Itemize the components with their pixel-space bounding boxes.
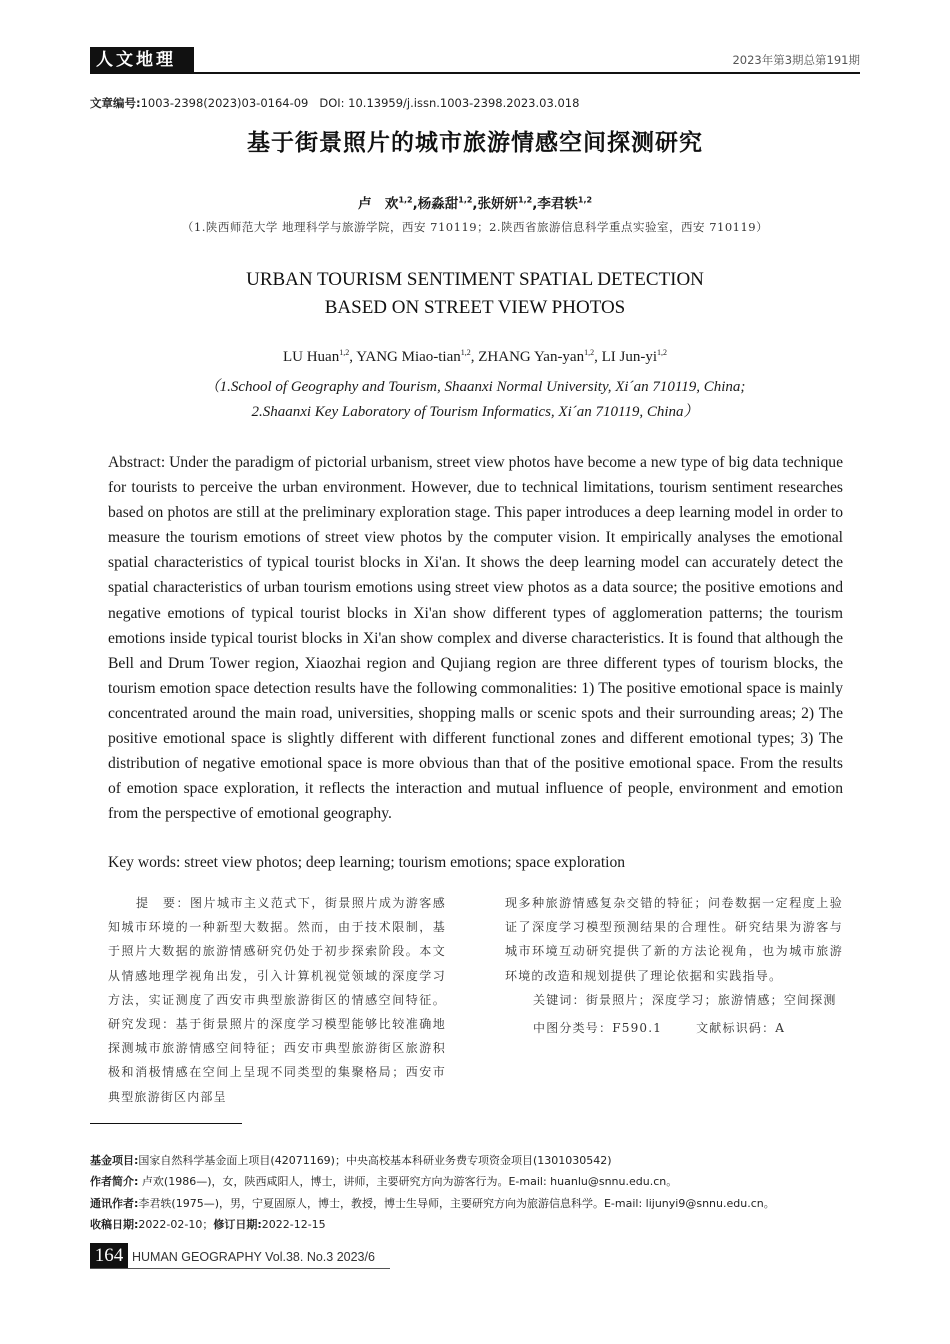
author-bio-label: 作者简介: bbox=[90, 1175, 139, 1189]
doc-code-label: 文献标识码： bbox=[696, 1021, 776, 1036]
affiliation-chinese: （1.陕西师范大学 地理科学与旅游学院，西安 710119；2.陕西省旅游信息科学重点实验室，西安 710119） bbox=[181, 220, 769, 234]
author-affil-sup: 1,2 bbox=[460, 348, 471, 357]
author-separator: , bbox=[472, 196, 478, 212]
footnotes bbox=[90, 1150, 860, 1235]
keywords-label: Key words: bbox=[108, 854, 181, 871]
footer-journal-info: HUMAN GEOGRAPHY Vol.38. No.3 2023/6 bbox=[132, 1250, 375, 1264]
author-separator: , bbox=[594, 349, 602, 365]
author-affil-sup: 1,2 bbox=[339, 348, 350, 357]
keywords-english bbox=[108, 850, 843, 875]
author-affil-sup: 1,2 bbox=[518, 195, 533, 205]
author-affil-sup: 1,2 bbox=[657, 348, 668, 357]
title-english-line: BASED ON STREET VIEW PHOTOS bbox=[324, 297, 626, 318]
abstract-chinese-left-column bbox=[108, 891, 446, 1109]
abstract-english bbox=[108, 450, 843, 826]
dates-separator: ； bbox=[202, 1217, 214, 1231]
author: ZHANG Yan-yan bbox=[478, 349, 585, 365]
clc-label: 中图分类号： bbox=[533, 1021, 613, 1036]
clc-value: F590.1 bbox=[612, 1021, 663, 1036]
article-number-label: 文章编号: bbox=[90, 96, 141, 110]
page-number: 164 bbox=[90, 1243, 128, 1269]
author-affil-sup: 1,2 bbox=[458, 195, 473, 205]
author: 张妍妍 bbox=[477, 196, 519, 212]
author: YANG Miao-tian bbox=[356, 349, 461, 365]
keywords-chinese bbox=[505, 988, 843, 1012]
abstract-text: Under the paradigm of pictorial urbanism, street view photos have become a new type of big data technique for tourists to perceive the urban environment. However, due to technical limitations, tourism sentiment researches based on photos are still at the preliminary exploration stage. This paper introduces a deep learning model in order to measure the tourism emotions of street view photos by the computer vision. It empirically analyses the emotional spatial characteristics of typical tourist blocks in Xi'an. It shows the deep learning model can accurately detect the spatial characteristics of urban tourism emotions using street view photos as a data source; the positive emotions and negative emotions of typical tourist blocks in Xi'an show different types of agglomeration patterns; the tourism emotions inside typical tourist blocks in Xi'an show complex and diverse characteristics. It is found that although the Bell and Drum Tower region, Xiaozhai region and Qujiang region are three different types of tourism blocks, the tourism emotion space detection results have the following commonalities: 1) The positive emotional space is mainly concentrated around the main road, universities, shopping malls or scenic spots and their surrounding areas; 2) The positive emotional space is slightly different with different functional zones and different emotional types; 3) The distribution of negative emotional space is more obvious than that of the positive emotional space. From the results of emotion space exploration, it reflects the interaction and mutual influence of people, environment and emotion from the perspective of emotional geography. bbox=[108, 454, 843, 823]
author-separator: , bbox=[412, 196, 418, 212]
author-separator: , bbox=[349, 349, 357, 365]
issue-info: 2023年第3期总第191期 bbox=[732, 53, 860, 67]
affiliation-english-line: （1.School of Geography and Tourism, Shaanxi Normal University, Xi´an 710119, China; bbox=[204, 379, 746, 395]
fund-note bbox=[90, 1150, 860, 1171]
fund-label: 基金项目: bbox=[90, 1154, 139, 1167]
abstract-chinese-right-column bbox=[505, 891, 843, 1040]
author: 卢 欢 bbox=[357, 196, 399, 212]
abstract-chinese-text: 图片城市主义范式下，街景照片成为游客感知城市环境的一种新型大数据。然而，由于技术限制，基于照片大数据的旅游情感研究仍处于初步探索阶段。本文从情感地理学视角出发，引入计算机视觉领域的深度学习方法，实证测度了西安市典型旅游街区的情感空间特征。研究发现：基于街景照片的深度学习模型能够比较准确地探测城市旅游情感空间特征；西安市典型旅游街区旅游积极和消极情感在空间上呈现不同类型的集聚格局；西安市典型旅游街区内部呈 bbox=[108, 896, 446, 1104]
article-number-value: 1003-2398(2023)03-0164-09 bbox=[140, 96, 309, 110]
abstract-label: Abstract: bbox=[108, 454, 166, 471]
header-rule bbox=[90, 72, 860, 74]
revised-label: 修订日期: bbox=[213, 1217, 262, 1231]
keywords-chinese-label: 关键词： bbox=[533, 992, 586, 1007]
keywords-chinese-text: 街景照片；深度学习；旅游情感；空间探测 bbox=[585, 992, 837, 1007]
doc-code-value: A bbox=[775, 1021, 786, 1036]
author: 杨淼甜 bbox=[417, 196, 459, 212]
dates-note bbox=[90, 1214, 860, 1235]
authors-chinese bbox=[0, 192, 950, 212]
received-date: 2022-02-10 bbox=[138, 1217, 203, 1231]
footer-rule bbox=[90, 1268, 390, 1269]
author: LU Huan bbox=[282, 349, 340, 365]
authors-english bbox=[0, 349, 950, 366]
author: 李君轶 bbox=[537, 196, 578, 212]
author-affil-sup: 1,2 bbox=[577, 195, 593, 205]
keywords-text: street view photos; deep learning; tourism emotions; space exploration bbox=[184, 854, 626, 871]
doi: DOI: 10.13959/j.issn.1003-2398.2023.03.018 bbox=[319, 96, 580, 110]
footnote-rule bbox=[90, 1123, 242, 1124]
corresponding-label: 通讯作者: bbox=[90, 1196, 139, 1210]
revised-date: 2022-12-15 bbox=[261, 1217, 326, 1231]
author-separator: , bbox=[532, 196, 538, 212]
corresponding-note bbox=[90, 1193, 860, 1214]
affiliation-english bbox=[0, 375, 950, 425]
abstract-chinese-continued: 现多种旅游情感复杂交错的特征；问卷数据一定程度上验证了深度学习模型预测结果的合理性。研究结果为游客与城市环境互动研究提供了新的方法论视角，也为城市旅游环境的改造和规划提供了理论依据和实践指导。 bbox=[505, 896, 843, 983]
corresponding-text: 李君轶(1975—)，男，宁夏固原人，博士，教授，博士生导师，主要研究方向为旅游信息科学。E-mail: lijunyi9@snnu.edu.cn。 bbox=[138, 1196, 775, 1210]
article-number bbox=[90, 95, 579, 111]
fund-text: 国家自然科学基金面上项目(42071169)；中央高校基本科研业务费专项资金项目(1301030542) bbox=[138, 1154, 612, 1167]
author-note bbox=[90, 1171, 860, 1192]
affiliation-english-line: 2.Shaanxi Key Laboratory of Tourism Informatics, Xi´an 710119, China） bbox=[251, 404, 699, 420]
title-english bbox=[0, 266, 950, 322]
author-affil-sup: 1,2 bbox=[398, 195, 413, 205]
title-english-line: URBAN TOURISM SENTIMENT SPATIAL DETECTION bbox=[246, 269, 704, 290]
author-separator: , bbox=[470, 349, 479, 365]
title-chinese: 基于街景照片的城市旅游情感空间探测研究 bbox=[247, 130, 703, 156]
author-bio-text: 卢欢(1986—)，女，陕西咸阳人，博士，讲师，主要研究方向为游客行为。E-mail: huanlu@snnu.edu.cn。 bbox=[138, 1175, 678, 1189]
author-affil-sup: 1,2 bbox=[584, 348, 595, 357]
journal-name-box: 人文地理 bbox=[90, 47, 194, 73]
received-label: 收稿日期: bbox=[90, 1217, 139, 1231]
author: LI Jun-yi bbox=[601, 349, 658, 365]
classification-line bbox=[505, 1016, 843, 1040]
abstract-chinese-label: 提 要： bbox=[136, 896, 190, 910]
